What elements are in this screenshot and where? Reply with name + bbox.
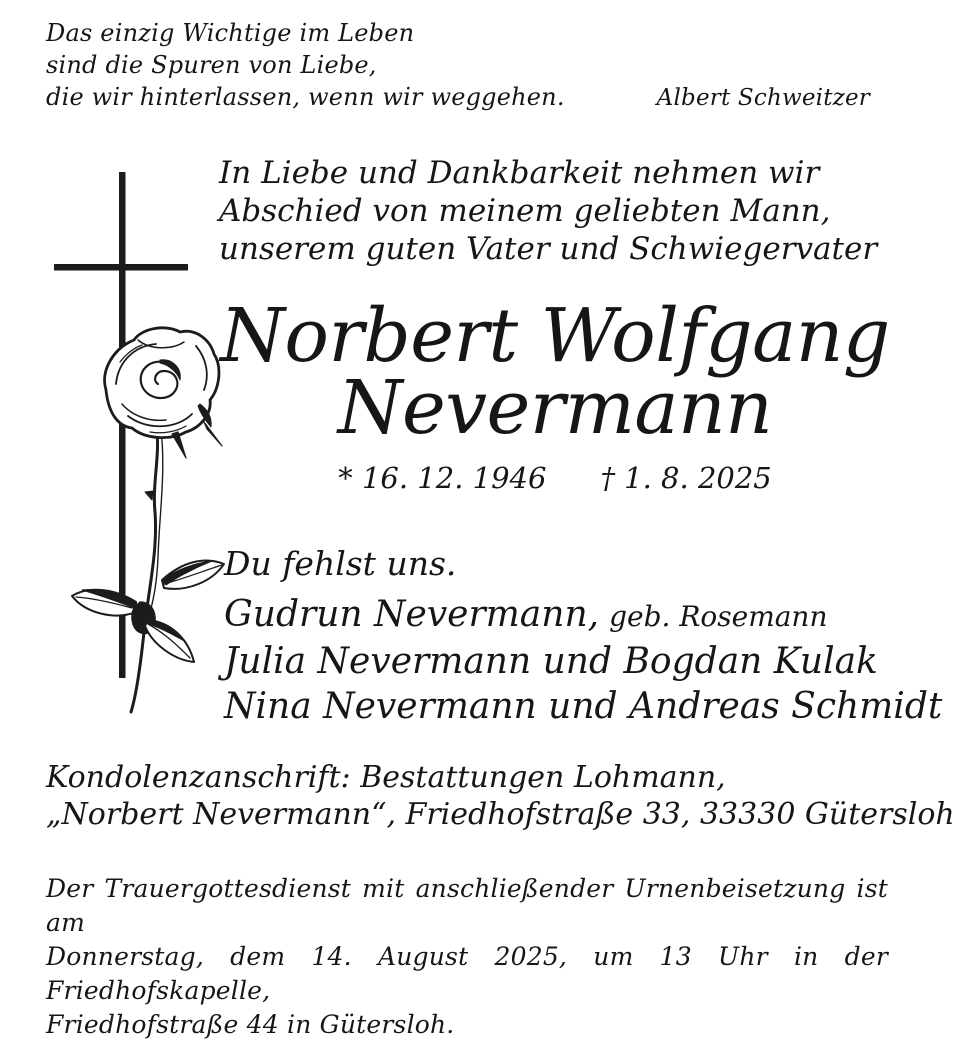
quote-line: sind die Spuren von Liebe, bbox=[46, 51, 377, 79]
mourner-line: Julia Nevermann und Bogdan Kulak bbox=[224, 641, 878, 682]
quote-line: Das einzig Wichtige im Leben bbox=[46, 19, 415, 47]
deceased-name bbox=[220, 293, 890, 451]
death-date: † 1. 8. 2025 bbox=[600, 461, 772, 495]
condolence-line: Kondolenzanschrift: Bestattungen Lohmann, bbox=[46, 760, 726, 795]
condolence-address bbox=[46, 759, 955, 833]
mourner-name: Gudrun Nevermann, bbox=[224, 594, 600, 635]
life-dates bbox=[220, 461, 890, 495]
quote-line: die wir hinterlassen, wenn wir weggehen. bbox=[46, 83, 565, 111]
mourners-list bbox=[224, 592, 942, 729]
birth-date: * 16. 12. 1946 bbox=[338, 461, 547, 495]
service-info bbox=[46, 872, 888, 1042]
quote-attribution: Albert Schweitzer bbox=[656, 85, 870, 111]
condolence-line: „Norbert Nevermann“, Friedhofstraße 33, 33330 Gütersloh bbox=[46, 797, 955, 832]
deceased-last-name: Nevermann bbox=[337, 365, 773, 451]
mourner-name-suffix: geb. Rosemann bbox=[609, 600, 828, 633]
farewell-text: Du fehlst uns. bbox=[224, 544, 457, 583]
quote-block bbox=[46, 17, 872, 114]
service-line: Friedhofstraße 44 in Gütersloh. bbox=[46, 1010, 455, 1039]
intro-text bbox=[219, 154, 877, 268]
service-line: Der Trauergottesdienst mit anschließender Urnenbeisetzung ist am bbox=[46, 874, 888, 937]
mourner-line bbox=[224, 592, 942, 639]
intro-line: Abschied von meinem geliebten Mann, bbox=[219, 193, 831, 229]
memorial-artwork bbox=[40, 150, 230, 730]
mourner-line: Nina Nevermann und Andreas Schmidt bbox=[224, 686, 943, 727]
intro-line: unserem guten Vater und Schwiegervater bbox=[219, 231, 878, 267]
deceased-first-names: Norbert Wolfgang bbox=[220, 293, 890, 379]
rose-icon bbox=[72, 328, 224, 712]
intro-line: In Liebe und Dankbarkeit nehmen wir bbox=[219, 155, 820, 191]
service-line: Donnerstag, dem 14. August 2025, um 13 Uhr in der Friedhofskapelle, bbox=[46, 942, 888, 1005]
